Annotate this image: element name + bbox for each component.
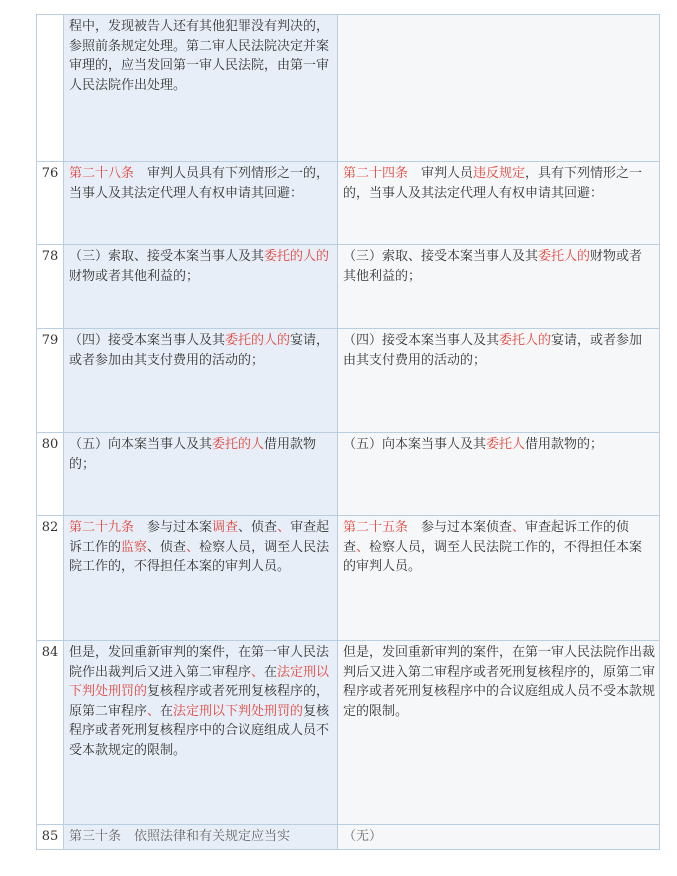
cell-text: 在 [264, 664, 278, 680]
cell-text: （五）向本案当事人及其 [343, 437, 487, 452]
row-number: 79 [37, 329, 64, 433]
cell-text: 在 [160, 703, 174, 719]
cell-text: 财物或者其他利益的； [343, 249, 643, 284]
cell-text: 、侦查 [238, 520, 278, 535]
left-cell-old-text [64, 329, 338, 433]
cell-text: 第三十条 依照法律和有关规定应当实 [69, 829, 291, 844]
highlighted-text: 委托人的 [538, 249, 591, 264]
row-number: 85 [37, 825, 64, 850]
right-cell-new-text [338, 825, 660, 850]
left-cell-old-text [64, 15, 338, 162]
highlighted-text: 法定刑以下判处刑罚的 [173, 703, 304, 719]
right-cell-new-text [338, 641, 660, 825]
cell-text: 审查起诉工作的侦查 [343, 520, 630, 555]
cell-text: 程中，发现被告人还有其他犯罪没有判决的，参照前条规定处理。第二审人民法院决定并案审理的，应当发回第一审人民法院，由第一审人民法院作出处理。 [69, 19, 330, 93]
cell-text: （五）向本案当事人及其 [69, 437, 213, 452]
highlighted-text: 违反规定 [473, 166, 526, 181]
table-row [37, 641, 660, 825]
cell-text: 但是，发回重新审判的案件，在第一审人民法院作出裁判后又进入第二审程序或者死刑复核程序的，原第二审程序或者死刑复核程序中的合议庭组成人员不受本款规定的限制。 [343, 645, 656, 719]
right-cell-new-text [338, 15, 660, 162]
table-row [37, 516, 660, 641]
cell-text: （无） [343, 829, 383, 844]
highlighted-text: 委托人 [486, 437, 526, 452]
left-cell-old-text [64, 245, 338, 329]
row-number: 80 [37, 433, 64, 516]
cell-text: （三）索取、接受本案当事人及其 [343, 249, 539, 264]
highlighted-text: 第二十五条 [343, 520, 409, 535]
highlighted-text: 委托人的 [499, 333, 552, 348]
highlighted-text: 调查 [212, 520, 239, 535]
cell-text: 参与过本案 [134, 520, 213, 535]
highlighted-text: 监察 [121, 539, 148, 555]
left-cell-old-text [64, 825, 338, 850]
cell-text: 、侦查 [147, 539, 187, 555]
comparison-table [36, 14, 660, 850]
cell-text: 审查起诉工作的 [69, 520, 330, 555]
cell-text: 复核程序或者死刑复核程序的，原第二审程序 [69, 684, 330, 719]
cell-text: 审判人员 [408, 166, 474, 181]
highlighted-text: 第二十四条 [343, 166, 409, 181]
highlighted-text: 、 [186, 539, 200, 555]
highlighted-text: 委托的人的 [225, 333, 291, 348]
left-cell-old-text [64, 162, 338, 245]
highlighted-text: 委托的人 [212, 437, 265, 452]
highlighted-text: 、 [512, 520, 526, 535]
table-row [37, 433, 660, 516]
row-number: 82 [37, 516, 64, 641]
right-cell-new-text [338, 245, 660, 329]
left-cell-old-text [64, 433, 338, 516]
highlighted-text: 、 [147, 703, 161, 719]
highlighted-text: 法定刑以下判处刑罚的 [69, 664, 330, 699]
cell-text: ，具有下列情形之一的，当事人及其法定代理人有权申请其回避： [343, 166, 643, 201]
right-cell-new-text [338, 162, 660, 245]
table-row [37, 245, 660, 329]
right-cell-new-text [338, 516, 660, 641]
cell-text: （三）索取、接受本案当事人及其 [69, 249, 265, 264]
right-cell-new-text [338, 329, 660, 433]
table-row [37, 15, 660, 162]
cell-text: （四）接受本案当事人及其 [343, 333, 500, 348]
cell-text: 宴请，或者参加由其支付费用的活动的； [343, 333, 643, 368]
table-row [37, 825, 660, 850]
left-cell-old-text [64, 641, 338, 825]
row-number: 76 [37, 162, 64, 245]
highlighted-text: 第二十九条 [69, 520, 135, 535]
row-number: 84 [37, 641, 64, 825]
cell-text: 参与过本案侦查 [408, 520, 513, 535]
cell-text: 但是，发回重新审判的案件，在第一审人民法院作出裁判后又进入第二审程序 [69, 645, 330, 680]
highlighted-text: 、 [251, 664, 265, 680]
cell-text: 复核程序或者死刑复核程序中的合议庭组成人员不受本款规定的限制。 [69, 703, 330, 758]
table-row [37, 329, 660, 433]
cell-text: 借用款物的； [69, 437, 317, 472]
cell-text: 财物或者其他利益的； [69, 268, 200, 284]
cell-text: 借用款物的； [525, 437, 604, 452]
row-number: 78 [37, 245, 64, 329]
right-cell-new-text [338, 433, 660, 516]
cell-text: 宴请，或者参加由其支付费用的活动的； [69, 333, 330, 368]
left-cell-old-text [64, 516, 338, 641]
table-row [37, 162, 660, 245]
cell-text: 检察人员，调至人民法院工作的，不得担任本案的审判人员。 [69, 539, 330, 574]
cell-text: 检察人员，调至人民法院工作的，不得担任本案的审判人员。 [343, 539, 643, 574]
row-number [37, 15, 64, 162]
cell-text: 审判人员具有下列情形之一的，当事人及其法定代理人有权申请其回避： [69, 166, 330, 201]
highlighted-text: 第二十八条 [69, 166, 135, 181]
highlighted-text: 委托的人的 [264, 249, 330, 264]
highlighted-text: 、 [277, 520, 291, 535]
cell-text: （四）接受本案当事人及其 [69, 333, 226, 348]
highlighted-text: 、 [356, 539, 370, 555]
